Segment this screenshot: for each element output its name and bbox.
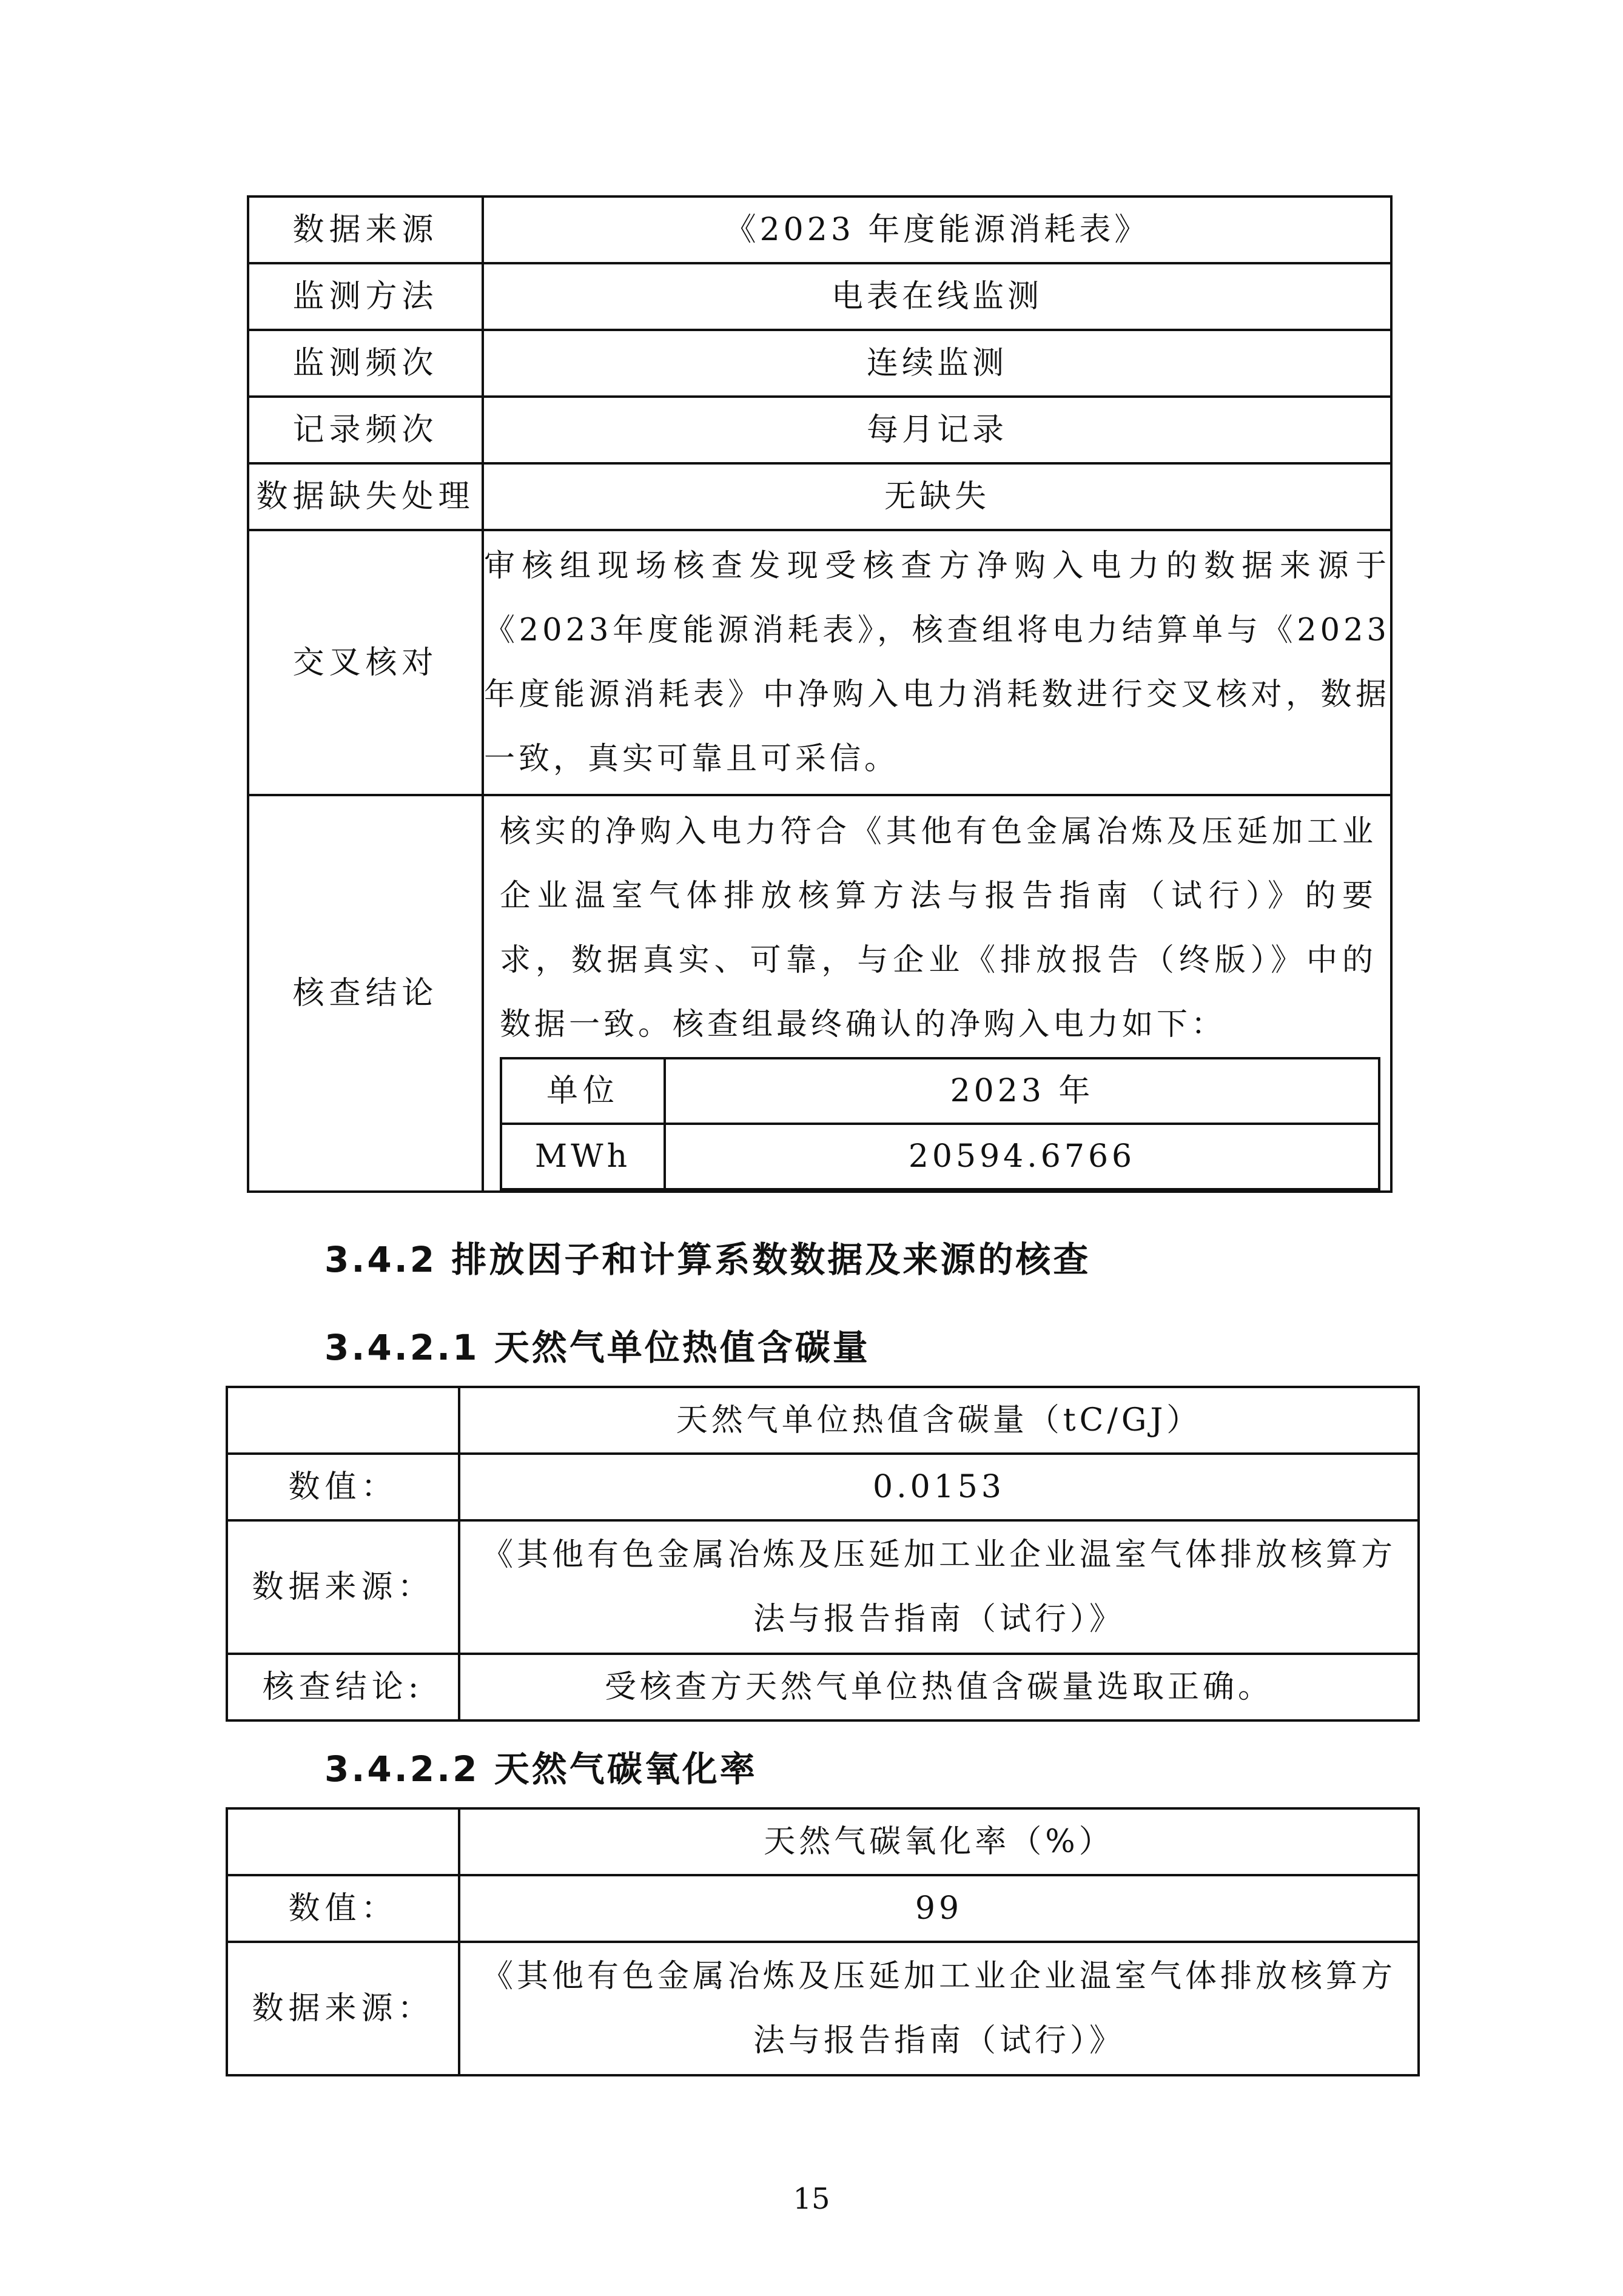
table-row xyxy=(248,196,1391,263)
value-label: 数值： xyxy=(227,1454,459,1520)
table-row xyxy=(227,1520,1419,1654)
section-heading-3-4-2-1: 3.4.2.1 天然气单位热值含碳量 xyxy=(324,1327,870,1368)
row-label-monitoring-frequency: 监测频次 xyxy=(248,330,483,397)
table-row xyxy=(227,1387,1419,1454)
table-row xyxy=(248,463,1391,530)
row-value-data-source: 《2023 年度能源消耗表》 xyxy=(483,196,1391,263)
row-label-cross-check: 交叉核对 xyxy=(248,530,483,795)
table-row xyxy=(227,1454,1419,1520)
conclusion-text: 核实的净购入电力符合《其他有色金属冶炼及压延加工业企业温室气体排放核算方法与报告指南（试行）》的要求，数据真实、可靠，与企业《排放报告（终版）》中的数据一致。核查组最终确认的净购入电力如下： xyxy=(500,814,1377,1042)
empty-header-cell xyxy=(227,1387,459,1454)
row-label-missing-data: 数据缺失处理 xyxy=(248,463,483,530)
oxidation-rate-header: 天然气碳氧化率（%） xyxy=(459,1808,1419,1875)
oxidation-rate-value: 99 xyxy=(459,1875,1419,1942)
table-row xyxy=(248,263,1391,330)
oxidation-rate-source: 《其他有色金属冶炼及压延加工业企业温室气体排放核算方法与报告指南（试行）》 xyxy=(459,1942,1419,2075)
row-label-conclusion: 核查结论 xyxy=(248,795,483,1192)
row-label-monitoring-method: 监测方法 xyxy=(248,263,483,330)
conclusion-label: 核查结论: xyxy=(227,1654,459,1720)
inner-cell-value: 20594.6766 xyxy=(665,1124,1379,1189)
carbon-content-value: 0.0153 xyxy=(459,1454,1419,1520)
row-value-monitoring-frequency: 连续监测 xyxy=(483,330,1391,397)
conclusion-cell xyxy=(483,795,1391,1192)
carbon-content-conclusion: 受核查方天然气单位热值含碳量选取正确。 xyxy=(459,1654,1419,1720)
table-row xyxy=(501,1058,1379,1124)
source-label: 数据来源： xyxy=(227,1942,459,2075)
table-row xyxy=(248,530,1391,795)
row-label-recording-frequency: 记录频次 xyxy=(248,397,483,463)
table-row xyxy=(501,1124,1379,1189)
carbon-content-header: 天然气单位热值含碳量（tC/GJ） xyxy=(459,1387,1419,1454)
value-label: 数值： xyxy=(227,1875,459,1942)
source-label: 数据来源： xyxy=(227,1520,459,1654)
row-value-recording-frequency: 每月记录 xyxy=(483,397,1391,463)
electricity-data-table xyxy=(247,195,1393,1193)
inner-cell-unit: MWh xyxy=(501,1124,665,1189)
table-row xyxy=(227,1875,1419,1942)
table-row xyxy=(227,1942,1419,2075)
table-row xyxy=(227,1808,1419,1875)
page-number: 15 xyxy=(793,2182,830,2216)
inner-header-unit: 单位 xyxy=(501,1058,665,1124)
oxidation-rate-table xyxy=(226,1807,1420,2076)
table-row xyxy=(248,397,1391,463)
table-row xyxy=(227,1654,1419,1720)
carbon-content-source: 《其他有色金属冶炼及压延加工业企业温室气体排放核算方法与报告指南（试行）》 xyxy=(459,1520,1419,1654)
section-heading-3-4-2-2: 3.4.2.2 天然气碳氧化率 xyxy=(324,1748,758,1790)
carbon-content-table xyxy=(226,1386,1420,1722)
row-value-monitoring-method: 电表在线监测 xyxy=(483,263,1391,330)
inner-header-year: 2023 年 xyxy=(665,1058,1379,1124)
row-value-missing-data: 无缺失 xyxy=(483,463,1391,530)
net-purchased-electricity-table xyxy=(500,1057,1380,1190)
table-row xyxy=(248,330,1391,397)
row-label-data-source: 数据来源 xyxy=(248,196,483,263)
table-row xyxy=(248,795,1391,1192)
section-heading-3-4-2: 3.4.2 排放因子和计算系数数据及来源的核查 xyxy=(324,1239,1091,1280)
cross-check-text: 审核组现场核查发现受核查方净购入电力的数据来源于《2023年度能源消耗表》，核查组将电力结算单与《2023 年度能源消耗表》中净购入电力消耗数进行交叉核对，数据一致，真实可靠且可采信。 xyxy=(483,530,1391,795)
empty-header-cell xyxy=(227,1808,459,1875)
